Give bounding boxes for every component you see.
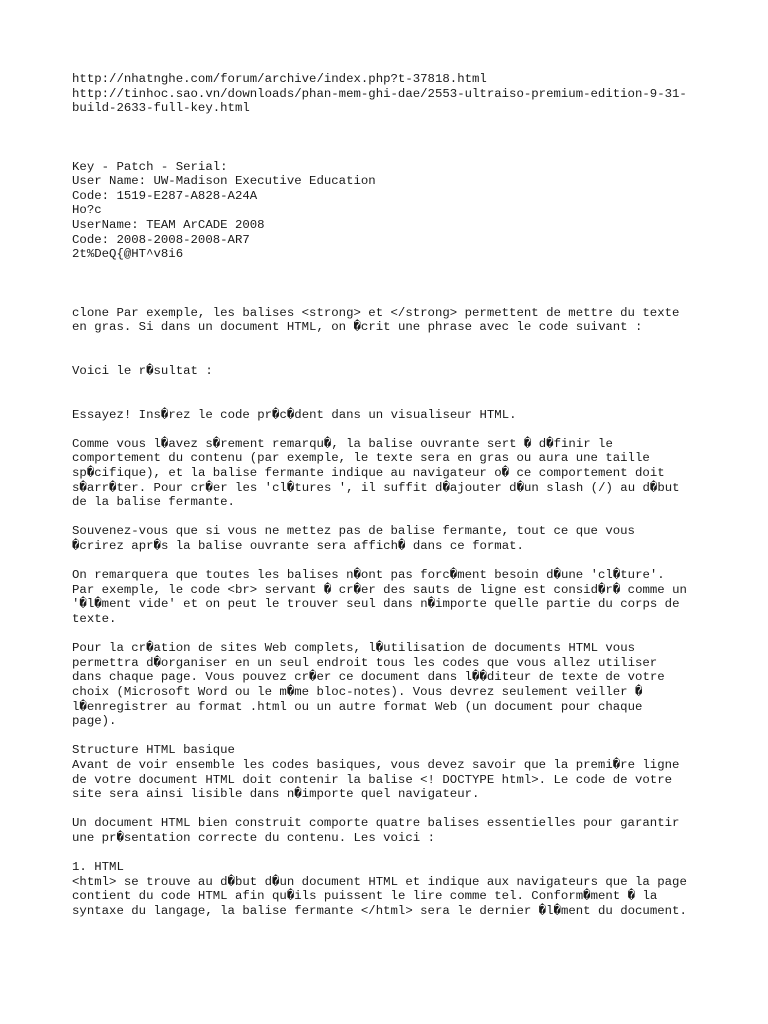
text-line: '�l�ment vide' et on peut le trouver seul dans n�importe quelle partie du corps de	[72, 597, 680, 612]
text-line: Ho?c	[72, 203, 102, 218]
text-line: Pour la cr�ation de sites Web complets, l�utilisation de documents HTML vous	[72, 641, 636, 656]
text-line: l�enregistrer au format .html ou un autre format Web (un document pour chaque	[72, 699, 643, 714]
text-line: page).	[72, 714, 117, 729]
blank-line	[72, 130, 712, 145]
blank-line	[72, 116, 712, 131]
text-line: sp�cifique), et la balise fermante indique au navigateur o� ce comportement doit	[72, 466, 665, 481]
text-line: syntaxe du langage, la balise fermante </html> sera le dernier �l�ment du document.	[72, 903, 687, 918]
text-line: s�arr�ter. Pour cr�er les 'cl�tures ', il suffit d�ajouter d�un slash (/) au d�but	[72, 480, 680, 495]
blank-line	[72, 393, 712, 408]
text-line: On remarquera que toutes les balises n�ont pas forc�ment besoin d�une 'cl�ture'.	[72, 568, 665, 583]
blank-line	[72, 291, 712, 306]
text-line: Avant de voir ensemble les codes basiques, vous devez savoir que la premi�re ligne	[72, 757, 680, 772]
text-line: comportement du contenu (par exemple, le texte sera en gras ou aura une taille	[72, 451, 650, 466]
text-line: <html> se trouve au d�but d�un document HTML et indique aux navigateurs que la page	[72, 874, 687, 889]
text-line: Structure HTML basique	[72, 743, 235, 758]
blank-line	[72, 262, 712, 277]
text-line: Un document HTML bien construit comporte quatre balises essentielles pour garantir	[72, 816, 680, 831]
text-line: http://nhatnghe.com/forum/archive/index.php?t-37818.html	[72, 72, 487, 86]
blank-line	[72, 335, 712, 350]
text-line: User Name: UW-Madison Executive Education	[72, 174, 376, 189]
text-line: permettra d�organiser en un seul endroit tous les codes que vous allez utiliser	[72, 655, 658, 670]
blank-line	[72, 145, 712, 160]
document-page	[72, 72, 712, 918]
text-line: 2t%DeQ{@HT^v8i6	[72, 247, 184, 262]
text-line: texte.	[72, 611, 117, 626]
text-line: Key - Patch - Serial:	[72, 159, 228, 174]
text-line: Essayez! Ins�rez le code pr�c�dent dans un visualiseur HTML.	[72, 407, 517, 422]
text-line: clone Par exemple, les balises <strong> et </strong> permettent de mettre du texte	[72, 305, 680, 320]
text-line: de la balise fermante.	[72, 495, 235, 510]
text-line: Voici le r�sultat :	[72, 363, 213, 378]
text-line: en gras. Si dans un document HTML, on �crit une phrase avec le code suivant :	[72, 320, 643, 335]
blank-line	[72, 729, 712, 744]
text-line: Par exemple, le code <br> servant � cr�er des sauts de ligne est consid�r� comme un	[72, 582, 687, 597]
blank-line	[72, 627, 712, 642]
text-line: site sera ainsi lisible dans n�importe quel navigateur.	[72, 787, 480, 802]
text-line: Comme vous l�avez s�rement remarqu�, la balise ouvrante sert � d�finir le	[72, 436, 613, 451]
text-line: http://tinhoc.sao.vn/downloads/phan-mem-ghi-dae/2553-ultraiso-premium-edition-9-31-	[72, 86, 687, 101]
blank-line	[72, 554, 712, 569]
text-line: une pr�sentation correcte du contenu. Les voici :	[72, 830, 435, 845]
blank-line	[72, 349, 712, 364]
text-line: 1. HTML	[72, 860, 124, 875]
blank-line	[72, 510, 712, 525]
text-line: UserName: TEAM ArCADE 2008	[72, 217, 265, 232]
text-line: Code: 2008-2008-2008-AR7	[72, 232, 250, 247]
text-line: de votre document HTML doit contenir la balise <! DOCTYPE html>. Le code de votre	[72, 772, 673, 787]
text-line: contient du code HTML afin qu�ils puissent le lire comme tel. Conform�ment � la	[72, 889, 658, 904]
blank-line	[72, 378, 712, 393]
blank-line	[72, 422, 712, 437]
text-line: �crirez apr�s la balise ouvrante sera affich� dans ce format.	[72, 539, 524, 553]
text-line: dans chaque page. Vous pouvez cr�er ce document dans l��diteur de texte de votre	[72, 670, 665, 685]
text-line: choix (Microsoft Word ou le m�me bloc-notes). Vous devrez seulement veiller �	[72, 684, 643, 699]
blank-line	[72, 845, 712, 860]
text-line: Code: 1519-E287-A828-A24A	[72, 188, 258, 203]
text-line: build-2633-full-key.html	[72, 101, 250, 116]
blank-line	[72, 276, 712, 291]
blank-line	[72, 802, 712, 817]
text-line: Souvenez-vous que si vous ne mettez pas de balise fermante, tout ce que vous	[72, 524, 635, 539]
